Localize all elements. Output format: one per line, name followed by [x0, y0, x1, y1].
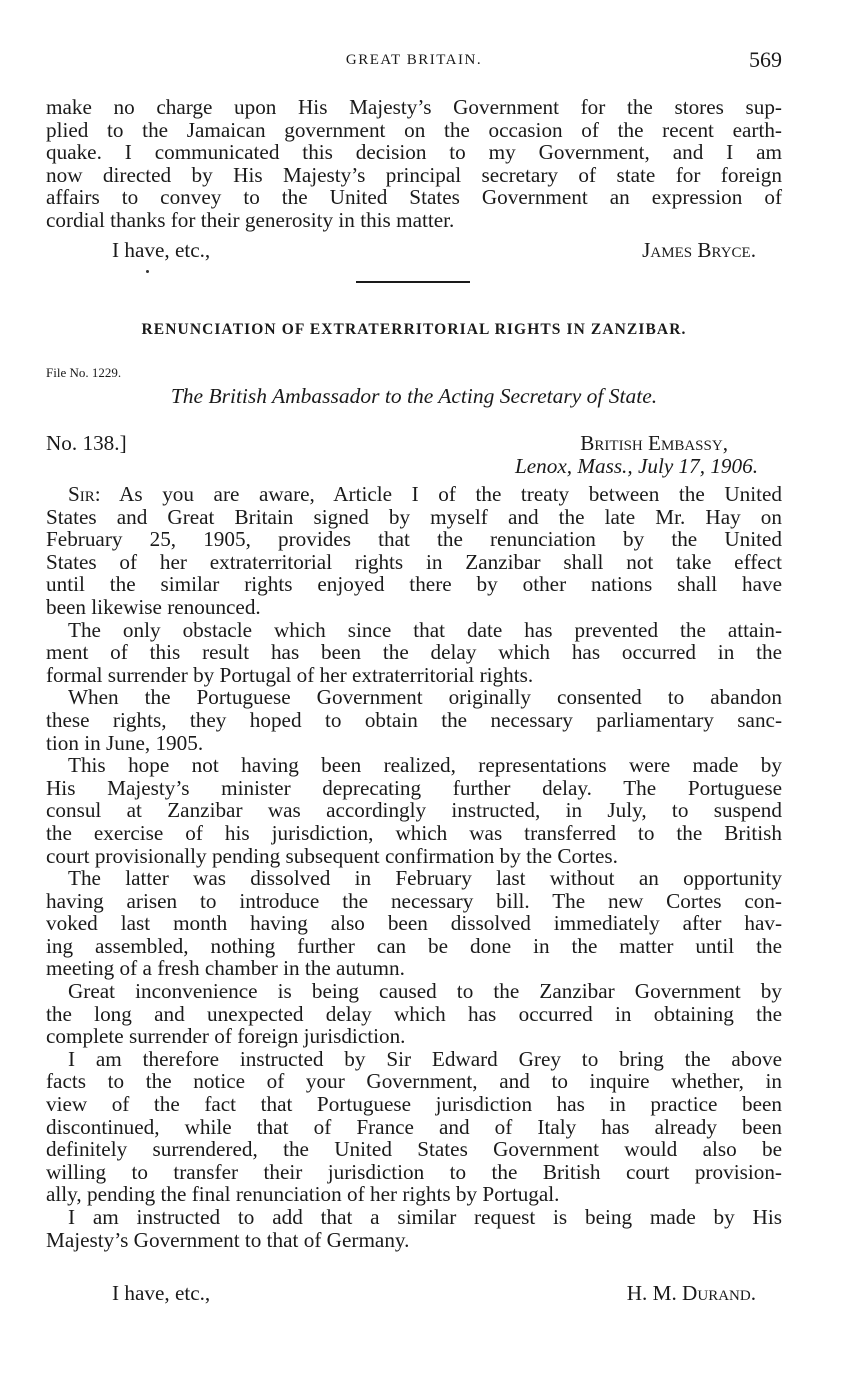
section-title: RENUNCIATION OF EXTRATERRITORIAL RIGHTS IN ZANZIBAR.	[141, 321, 687, 338]
text-line: been likewise renounced.	[46, 594, 261, 619]
closing: I have, etc.,	[112, 238, 211, 262]
text-line: willing to transfer their jurisdiction to the British court provision-	[46, 1159, 782, 1184]
text-line: these rights, they hoped to obtain the necessary parliamentary sanc-	[46, 707, 782, 732]
text-line: Majesty’s Government to that of Germany.	[46, 1227, 410, 1252]
section-divider	[356, 281, 470, 283]
letter-body	[46, 483, 782, 1251]
text-line: February 25, 1905, provides that the renunciation by the United	[46, 527, 782, 552]
text-line: I am therefore instructed by Sir Edward Grey to bring the above	[68, 1046, 782, 1071]
text-line: The only obstacle which since that date has prevented the attain-	[68, 617, 782, 642]
text-line: When the Portuguese Government originally consented to abandon	[68, 685, 782, 710]
text-line-content: As you are aware, Article I of the treaty between the United	[119, 482, 782, 506]
text-line: discontinued, while that of France and of Italy has already been	[46, 1114, 782, 1139]
page-number: 569	[749, 47, 782, 72]
text-line: ing assembled, nothing further can be done in the matter until the	[46, 933, 782, 958]
text-line: the long and unexpected delay which has occurred in obtaining the	[46, 1001, 782, 1026]
text-line: plied to the Jamaican government on the occasion of the recent earth-	[46, 117, 782, 142]
address-line: The British Ambassador to the Acting Secretary of State.	[170, 384, 658, 408]
text-line: view of the fact that Portuguese jurisdiction has in practice been	[46, 1092, 782, 1117]
text-line: This hope not having been realized, representations were made by	[68, 753, 782, 778]
letter-number: No. 138.]	[46, 431, 127, 455]
running-title: GREAT BRITAIN.	[345, 52, 483, 68]
text-line: make no charge upon His Majesty’s Government for the stores sup-	[46, 95, 782, 119]
text-line: The latter was dissolved in February last without an opportunity	[68, 866, 782, 891]
text-line: facts to the notice of your Government, and to inquire whether, in	[46, 1069, 782, 1094]
text-line: having arisen to introduce the necessary bill. The new Cortes con-	[46, 888, 782, 913]
text-line: now directed by His Majesty’s principal secretary of state for foreign	[46, 162, 782, 187]
text-line: ally, pending the final renunciation of her rights by Portugal.	[46, 1182, 560, 1207]
text-line: cordial thanks for their generosity in this matter.	[46, 207, 455, 232]
text-line: meeting of a fresh chamber in the autumn.	[46, 956, 405, 981]
text-line: States of her extraterritorial rights in Zanzibar shall not take effect	[46, 549, 782, 574]
text-line: the exercise of his jurisdiction, which was transferred to the British	[46, 820, 782, 845]
salutation: Sir:	[68, 482, 101, 506]
file-number: File No. 1229.	[46, 365, 122, 380]
text-line: until the similar rights enjoyed there by other nations shall have	[46, 572, 782, 597]
text-line: complete surrender of foreign jurisdiction.	[46, 1024, 406, 1049]
previous-letter-signature-row	[46, 238, 782, 262]
text-line: I am instructed to add that a similar request is being made by His	[68, 1205, 782, 1229]
text-line: definitely surrendered, the United States Government would also be	[46, 1137, 782, 1162]
text-line: formal surrender by Portugal of her extraterritorial rights.	[46, 662, 534, 687]
text-line: quake. I communicated this decision to my Government, and I am	[46, 140, 782, 165]
text-line: affairs to convey to the United States Government an expression of	[46, 185, 782, 210]
embassy-heading: British Embassy,	[580, 431, 728, 455]
letter-signature-row	[46, 1281, 782, 1305]
text-line: States and Great Britain signed by myself and the late Mr. Hay on	[46, 504, 782, 529]
signature: James Bryce.	[642, 238, 756, 262]
running-head	[46, 47, 782, 74]
text-line: Great inconvenience is being caused to the Zanzibar Government by	[68, 979, 782, 1004]
text-line: tion in June, 1905.	[46, 730, 204, 755]
text-line: voked last month having also been dissolved immediately after hav-	[46, 911, 782, 936]
closing: I have, etc.,	[112, 1281, 211, 1305]
previous-letter-text	[46, 96, 782, 232]
text-line: ment of this result has been the delay which has occurred in the	[46, 640, 782, 665]
text-line: court provisionally pending subsequent confirmation by the Cortes.	[46, 843, 618, 868]
text-line: consul at Zanzibar was accordingly instructed, in July, to suspend	[46, 798, 782, 823]
text-line	[46, 483, 782, 506]
text-line: His Majesty’s minister deprecating further delay. The Portuguese	[46, 775, 782, 800]
signature: H. M. Durand.	[626, 1281, 756, 1305]
dateline: Lenox, Mass., July 17, 1906.	[514, 454, 758, 478]
stray-dot	[146, 270, 149, 273]
